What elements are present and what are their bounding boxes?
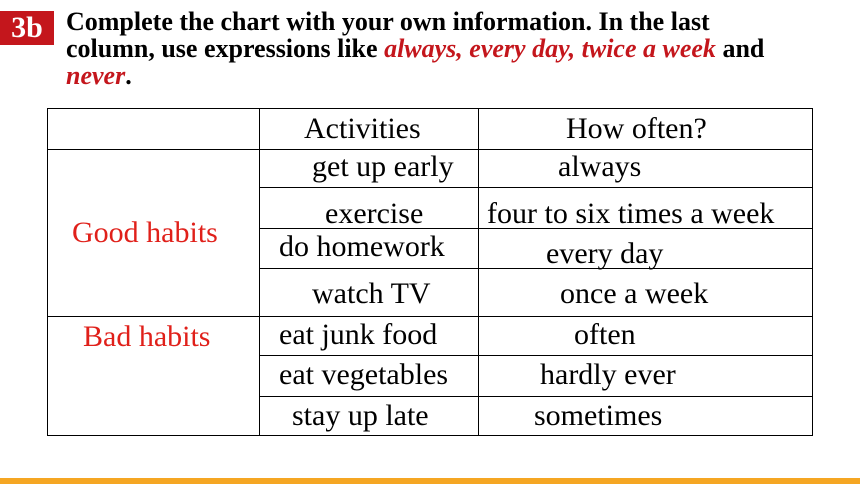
- instruction-text: [66, 8, 856, 89]
- group-label-bad-habits: Bad habits: [83, 320, 211, 353]
- instruction-part1: Complete the chart with your own information. In the last: [66, 7, 710, 36]
- column-divider: [478, 108, 479, 436]
- header-activities: Activities: [304, 112, 421, 145]
- frequency-cell: sometimes: [534, 399, 663, 432]
- column-divider: [259, 108, 260, 436]
- header-how-often: How often?: [566, 112, 707, 145]
- table-border-top: [47, 108, 813, 109]
- row-divider: [259, 396, 813, 397]
- activity-cell: do homework: [279, 230, 445, 263]
- row-divider: [259, 268, 813, 269]
- instruction-line2: [66, 35, 856, 62]
- instruction-last-example: never: [66, 61, 126, 90]
- instruction-end: .: [125, 61, 132, 90]
- group-divider: [47, 316, 813, 317]
- exercise-number-badge: 3b: [0, 11, 54, 45]
- frequency-cell: four to six times a week: [487, 197, 775, 230]
- frequency-cell: hardly ever: [540, 358, 676, 391]
- frequency-cell: once a week: [560, 277, 709, 310]
- row-divider: [259, 187, 813, 188]
- activity-cell: stay up late: [292, 399, 429, 432]
- frequency-cell: every day: [546, 237, 664, 270]
- table-border-left: [47, 108, 48, 436]
- frequency-cell: often: [574, 318, 636, 351]
- table-border-right: [812, 108, 813, 436]
- table-border-bottom: [47, 435, 813, 436]
- activity-cell: exercise: [325, 197, 424, 230]
- instruction-part3: and: [715, 34, 765, 63]
- group-label-good-habits: Good habits: [72, 216, 218, 249]
- activity-cell: get up early: [312, 150, 454, 183]
- instruction-examples: always, every day, twice a week: [384, 34, 716, 63]
- row-divider: [259, 355, 813, 356]
- activity-cell: watch TV: [312, 277, 431, 310]
- instruction-part2: column, use expressions like: [66, 34, 385, 63]
- bottom-accent-bar: [0, 478, 860, 484]
- activity-cell: eat junk food: [279, 318, 438, 351]
- frequency-cell: always: [558, 150, 642, 183]
- activity-cell: eat vegetables: [279, 358, 449, 391]
